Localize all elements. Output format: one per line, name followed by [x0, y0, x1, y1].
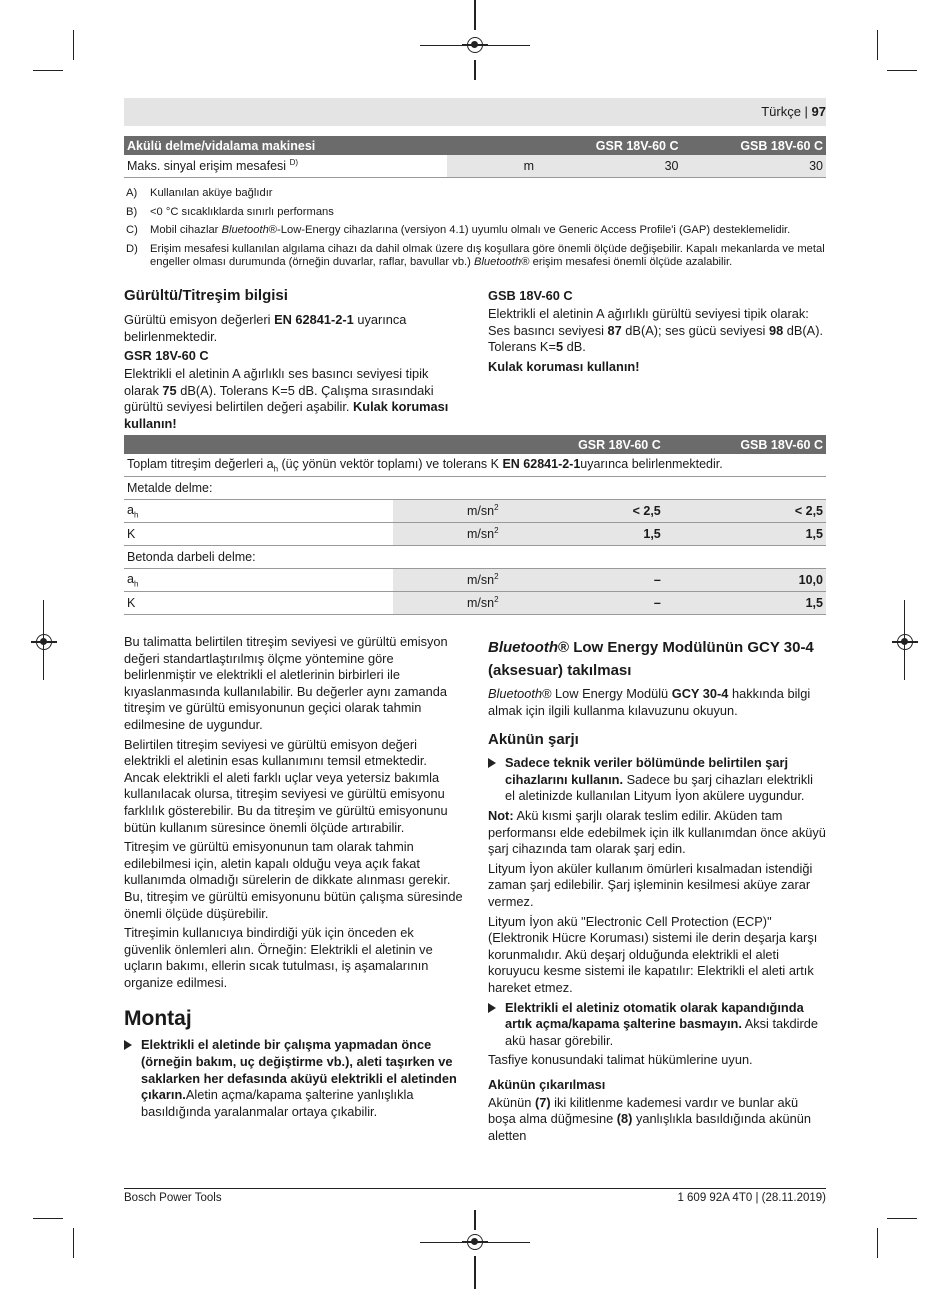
paragraph: Lityum İyon akü "Electronic Cell Protection (ECP)" (Elektronik Hücre Koruması) sistemi ile derin deşarja karşı korunmalıdır. Akü deşarj olduğunda elektrikli el aleti koruyucu kesme sistemi ile kapatılır: Elektrikli el aleti artık hareket etmez. — [488, 913, 818, 995]
table-cell: $m/sn^2$ — [393, 592, 502, 615]
paragraph: Titreşim ve gürültü emisyonunun tam olarak tahmin edilebilmesi için, aletin kapalı olduğu veya açık fakat kullanımda olmadığı sürelerin de dikkate alınması gerekir. Bu, titreşim ve gürültü emisyonunu bütün çalışma süresinde önemli ölçüde düşürebilir. — [124, 839, 463, 921]
noise-section-left — [124, 287, 464, 433]
table-header-cell: GSB 18V-60 C — [664, 435, 826, 454]
paragraph: Elektrikli el aletinin A ağırlıklı ses basıncı seviyesi tipik olarak 75 dB(A). Tolerans K=5 dB. Çalışma sırasındaki gürültü seviyesi belirtilen değeri aşabilir. Kulak koruması kullanın! — [124, 366, 449, 431]
table-row — [124, 155, 826, 178]
subheading: Akünün çıkarılması — [488, 1076, 606, 1092]
table-cell: 1,5 — [664, 523, 826, 546]
table-row — [124, 500, 826, 523]
crop-mark — [887, 1218, 917, 1219]
warning-text: Kulak koruması kullanın! — [488, 358, 640, 374]
table-row — [124, 477, 826, 500]
table-header-cell — [447, 136, 537, 155]
table-cell: 30 — [537, 155, 682, 178]
paragraph: Belirtilen titreşim seviyesi ve gürültü emisyon değeri elektrikli el aletinin esas kullanımını temsil etmektedir. Ancak elektrikli el aleti farklı uçlar veya yetersiz bakımla kullanılacak olursa, titreşim seviyesi ve gürültü emisyonu farklılık gösterebilir. Bu da titreşim ve gürültü emisyonunu bütün kullanım süresince önemli ölçüde artırabilir. — [124, 736, 448, 835]
vibration-table — [124, 435, 826, 615]
table-header-row — [124, 136, 826, 155]
table-cell: 30 — [681, 155, 826, 178]
table-row — [124, 569, 826, 592]
crop-mark — [877, 1228, 878, 1258]
subheading: GSR 18V-60 C — [124, 348, 209, 364]
crop-mark — [420, 45, 530, 46]
noise-section-right — [488, 288, 826, 375]
table-row — [124, 546, 826, 569]
paragraph: Gürültü emisyon değerleri EN 62841-2-1 uyarınca belirlenmektedir. — [124, 312, 407, 344]
table-cell: 10,0 — [664, 569, 826, 592]
bullet-item: Elektrikli el aletinde bir çalışma yapmadan önce (örneğin bakım, uç değiştirme vb.), aleti taşırken ve saklarken her defasında aküyü elektrikli el aletinden çıkarın.Aletin açma/kapama şalterine yanlışlıkla basıldığında yaralanmalar ortaya çıkabilir. — [124, 1037, 464, 1120]
paragraph: Lityum İyon aküler kullanım ömürleri kısalmadan istendiği zaman şarj edilebilir. Şarj işleminin kesilmesi aküye zarar vermez. — [488, 860, 813, 909]
crop-mark — [887, 70, 917, 71]
footer-right: 1 609 92A 4T0 | (28.11.2019) — [677, 1192, 826, 1204]
table-cell: $m/sn^2$ — [393, 569, 502, 592]
table-header-cell — [124, 435, 393, 454]
section-heading: Gürültü/Titreşim bilgisi — [124, 287, 288, 304]
crop-mark — [877, 30, 878, 60]
crop-mark — [420, 1242, 530, 1243]
table-header-cell: GSR 18V-60 C — [537, 136, 682, 155]
page-header — [761, 104, 826, 119]
left-column — [124, 634, 464, 1120]
table-header-cell: Akülü delme/vidalama makinesi — [124, 136, 447, 155]
crop-mark — [73, 30, 74, 60]
crop-mark — [33, 1218, 63, 1219]
table-header-cell: GSR 18V-60 C — [502, 435, 664, 454]
spec-table — [124, 136, 826, 178]
table-cell: < 2,5 — [502, 500, 664, 523]
paragraph: Elektrikli el aletinin A ağırlıklı gürültü seviyesi tipik olarak: Ses basıncı seviyesi 87 dB(A); ses gücü seviyesi 98 dB(A). Tolerans K=5 dB. — [488, 306, 824, 355]
table-cell: K — [124, 592, 393, 615]
table-cell: K — [124, 523, 393, 546]
footer-left: Bosch Power Tools — [124, 1192, 222, 1204]
bullet-arrow-icon — [488, 1003, 496, 1013]
bullet-item: Sadece teknik veriler bölümünde belirtilen şarj cihazlarını kullanın. Sadece bu şarj cihazları elektrikli el aletinizde kullanılan Lityum İyon akülere uygundur. — [488, 755, 826, 805]
crop-mark — [474, 60, 476, 80]
section-heading-montaj: Montaj — [124, 1007, 192, 1031]
table-row — [124, 523, 826, 546]
footer-rule — [124, 1188, 826, 1189]
bullet-arrow-icon — [124, 1040, 132, 1050]
paragraph: Bu talimatta belirtilen titreşim seviyesi ve gürültü emisyon değeri standartlaştırılmış ölçme yöntemine göre belirlenmiştir ve elektrikli el aletlerinin birbirleri ile kıyaslanmasında kullanılabilir. Bu değerler aynı zamanda titreşim ve gürültü emisyonunun geçici olarak tahmin edilmesine de uygundur. — [124, 634, 448, 732]
table-cell: Toplam titreşim değerleri $a_h$ (üç yönün vektör toplamı) ve tolerans K EN 62841-2-1uyarınca belirlenmektedir. — [124, 454, 826, 477]
subheading: GSB 18V-60 C — [488, 288, 573, 303]
paragraph: Titreşimin kullanıcıya bindirdiği yük için önceden ek güvenlik önlemleri alın. Örneğin: Elektrikli el aletinin ve uçların bakımı, ellerin sıcak tutulması, iş aşamalarının organize edilmesi. — [124, 925, 433, 990]
registration-mark-icon — [36, 634, 52, 650]
crop-mark — [43, 600, 44, 680]
paragraph: Not: Akü kısmi şarjlı olarak teslim edilir. Aküden tam performansı elde edebilmek için ilk kullanımdan önce aküyü şarj cihazında tam olarak şarj edin. — [488, 807, 826, 857]
bullet-arrow-icon — [488, 758, 496, 768]
table-cell: Metalde delme: — [124, 477, 826, 500]
bullet-item: Elektrikli el aletiniz otomatik olarak kapandığında artık açma/kapama şalterine basmayın. Aksi takdirde akü hasar görebilir. — [488, 1000, 826, 1050]
table-header-row — [124, 435, 826, 454]
registration-mark-icon — [897, 634, 913, 650]
table-cell: 1,5 — [664, 592, 826, 615]
crop-mark — [474, 1256, 476, 1289]
header-band — [124, 98, 826, 126]
table-cell: Maks. sinyal erişim mesafesi $^{D)}$ — [124, 155, 447, 178]
table-cell: $a_h$ — [124, 500, 393, 523]
table-cell: – — [502, 569, 664, 592]
table-cell: $a_h$ — [124, 569, 393, 592]
table-row — [124, 592, 826, 615]
table-cell: Betonda darbeli delme: — [124, 546, 826, 569]
paragraph: Bluetooth® Low Energy Modülü GCY 30-4 hakkında bilgi almak için ilgili kullanma kılavuzunu okuyun. — [488, 686, 811, 718]
table-cell: $m/sn^2$ — [393, 500, 502, 523]
crop-mark — [474, 0, 476, 30]
table-cell: < 2,5 — [664, 500, 826, 523]
table-header-cell: GSB 18V-60 C — [681, 136, 826, 155]
section-heading: Akünün şarjı — [488, 731, 579, 749]
table-header-cell — [393, 435, 502, 454]
paragraph: Akünün (7) iki kilitlenme kademesi vardır ve bunlar akü boşa alma düğmesine (8) yanlışlıkla basıldığında akünün aletten — [488, 1094, 811, 1144]
page-number: 97 — [811, 104, 826, 119]
table-cell: $m/sn^2$ — [393, 523, 502, 546]
crop-mark — [73, 1228, 74, 1258]
crop-mark — [33, 70, 63, 71]
table-cell: – — [502, 592, 664, 615]
table-cell: 1,5 — [502, 523, 664, 546]
section-heading: Bluetooth® Low Energy Modülünün GCY 30-4 (aksesuar) takılması — [488, 639, 814, 679]
header-separator: | — [800, 104, 812, 119]
paragraph: Tasfiye konusundaki talimat hükümlerine uyun. — [488, 1052, 753, 1068]
table-row — [124, 454, 826, 477]
crop-mark — [474, 1210, 476, 1230]
crop-mark — [904, 600, 905, 680]
table-cell: m — [447, 155, 537, 178]
right-column — [488, 636, 826, 1145]
header-language: Türkçe — [761, 104, 801, 119]
